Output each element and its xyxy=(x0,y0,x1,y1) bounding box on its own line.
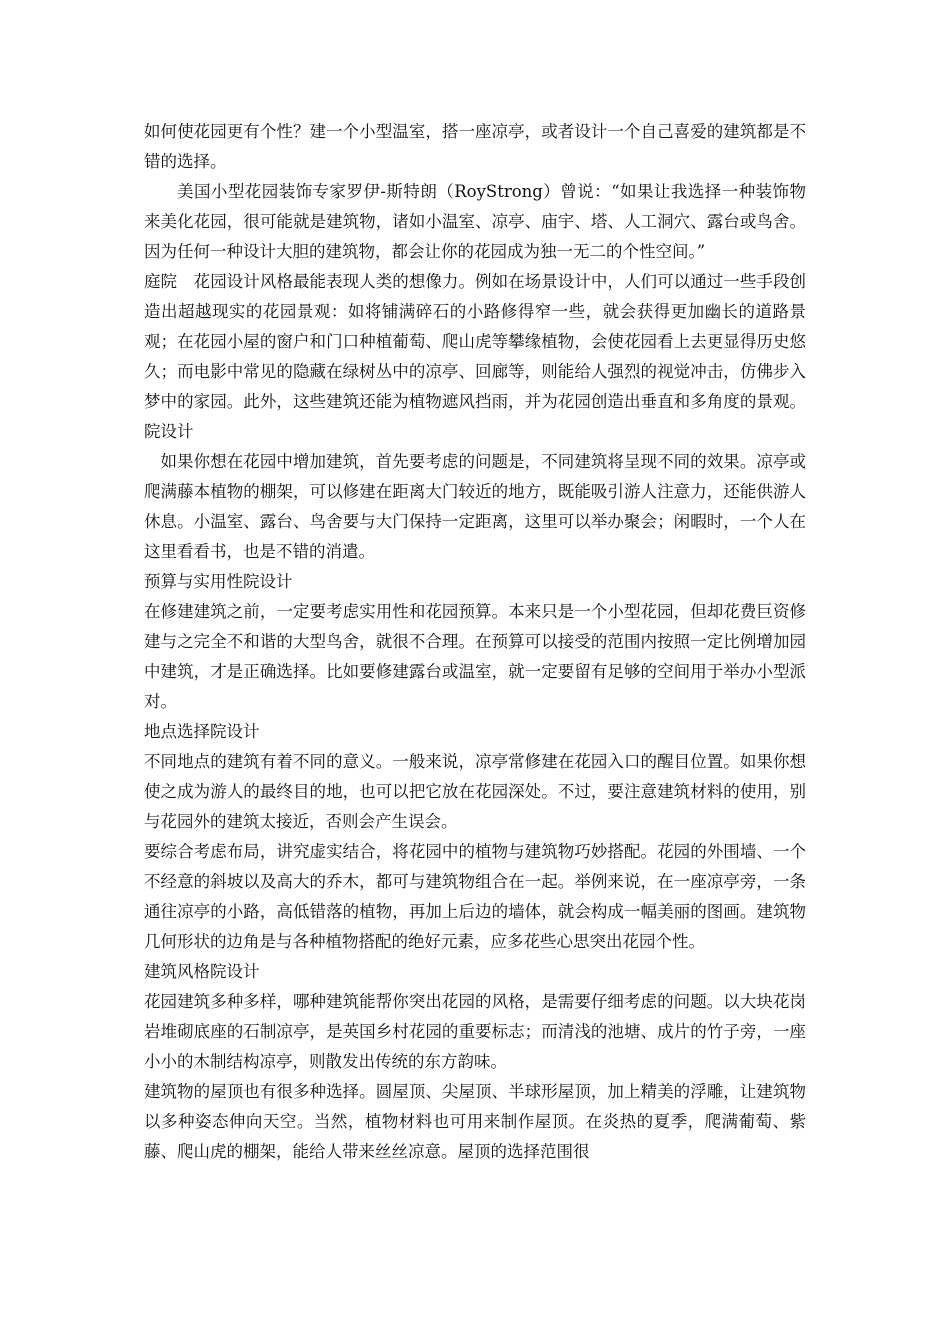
document-body xyxy=(144,117,806,1167)
paragraph-quote: 美国小型花园装饰专家罗伊-斯特朗（RoyStrong）曾说：“如果让我选择一种装饰物来美化花园，很可能就是建筑物，诸如小温室、凉亭、庙宇、塔、人工洞穴、露台或鸟舍。因为任何一种设计大胆的建筑物，都会让你的花园成为独一无二的个性空间。” xyxy=(144,182,806,261)
section-heading-location: 地点选择院设计 xyxy=(144,722,260,741)
section-heading-budget: 预算与实用性院设计 xyxy=(144,572,293,591)
paragraph-roof: 建筑物的屋顶也有很多种选择。圆屋顶、尖屋顶、半球形屋顶，加上精美的浮雕，让建筑物以多种姿态伸向天空。当然，植物材料也可用来制作屋顶。在炎热的夏季，爬满葡萄、紫藤、爬山虎的棚架，能给人带来丝丝凉意。屋顶的选择范围很 xyxy=(144,1082,806,1161)
paragraph-adding-buildings: 如果你想在花园中增加建筑，首先要考虑的问题是，不同建筑将呈现不同的效果。凉亭或爬满藤本植物的棚架，可以修建在距离大门较近的地方，既能吸引游人注意力，还能供游人休息。小温室、露台、鸟舍要与大门保持一定距离，这里可以举办聚会；闲暇时，一个人在这里看看书，也是不错的消遣。 xyxy=(144,452,806,561)
paragraph-layout: 要综合考虑布局，讲究虚实结合，将花园中的植物与建筑物巧妙搭配。花园的外围墙、一个不经意的斜坡以及高大的乔木，都可与建筑物组合在一起。举例来说，在一座凉亭旁，一条通往凉亭的小路，高低错落的植物，再加上后边的墙体，就会构成一幅美丽的图画。建筑物几何形状的边角是与各种植物搭配的绝好元素，应多花些心思突出花园个性。 xyxy=(144,842,806,951)
section-heading-style: 建筑风格院设计 xyxy=(144,962,260,981)
paragraph-intro: 如何使花园更有个性？建一个小型温室，搭一座凉亭，或者设计一个自己喜爱的建筑都是不错的选择。 xyxy=(144,122,806,171)
paragraph-courtyard: 庭院 花园设计风格最能表现人类的想像力。例如在场景设计中，人们可以通过一些手段创造出超越现实的花园景观：如将铺满碎石的小路修得窄一些，就会获得更加幽长的道路景观；在花园小屋的窗户和门口种植葡萄、爬山虎等攀缘植物，会使花园看上去更显得历史悠久；而电影中常见的隐藏在绿树丛中的凉亭、回廊等，则能给人强烈的视觉冲击，仿佛步入梦中的家园。此外，这些建筑还能为植物遮风挡雨，并为花园创造出垂直和多角度的景观。院设计 xyxy=(144,272,806,441)
paragraph-style: 花园建筑多种多样，哪种建筑能帮你突出花园的风格，是需要仔细考虑的问题。以大块花岗岩堆砌底座的石制凉亭，是英国乡村花园的重要标志；而清浅的池塘、成片的竹子旁，一座小小的木制结构凉亭，则散发出传统的东方韵味。 xyxy=(144,992,806,1071)
paragraph-location: 不同地点的建筑有着不同的意义。一般来说，凉亭常修建在花园入口的醒目位置。如果你想使之成为游人的最终目的地，也可以把它放在花园深处。不过，要注意建筑材料的使用，别与花园外的建筑太接近，否则会产生误会。 xyxy=(144,752,806,831)
paragraph-budget: 在修建建筑之前，一定要考虑实用性和花园预算。本来只是一个小型花园，但却花费巨资修建与之完全不和谐的大型鸟舍，就很不合理。在预算可以接受的范围内按照一定比例增加园中建筑，才是正确选择。比如要修建露台或温室，就一定要留有足够的空间用于举办小型派对。 xyxy=(144,602,806,711)
